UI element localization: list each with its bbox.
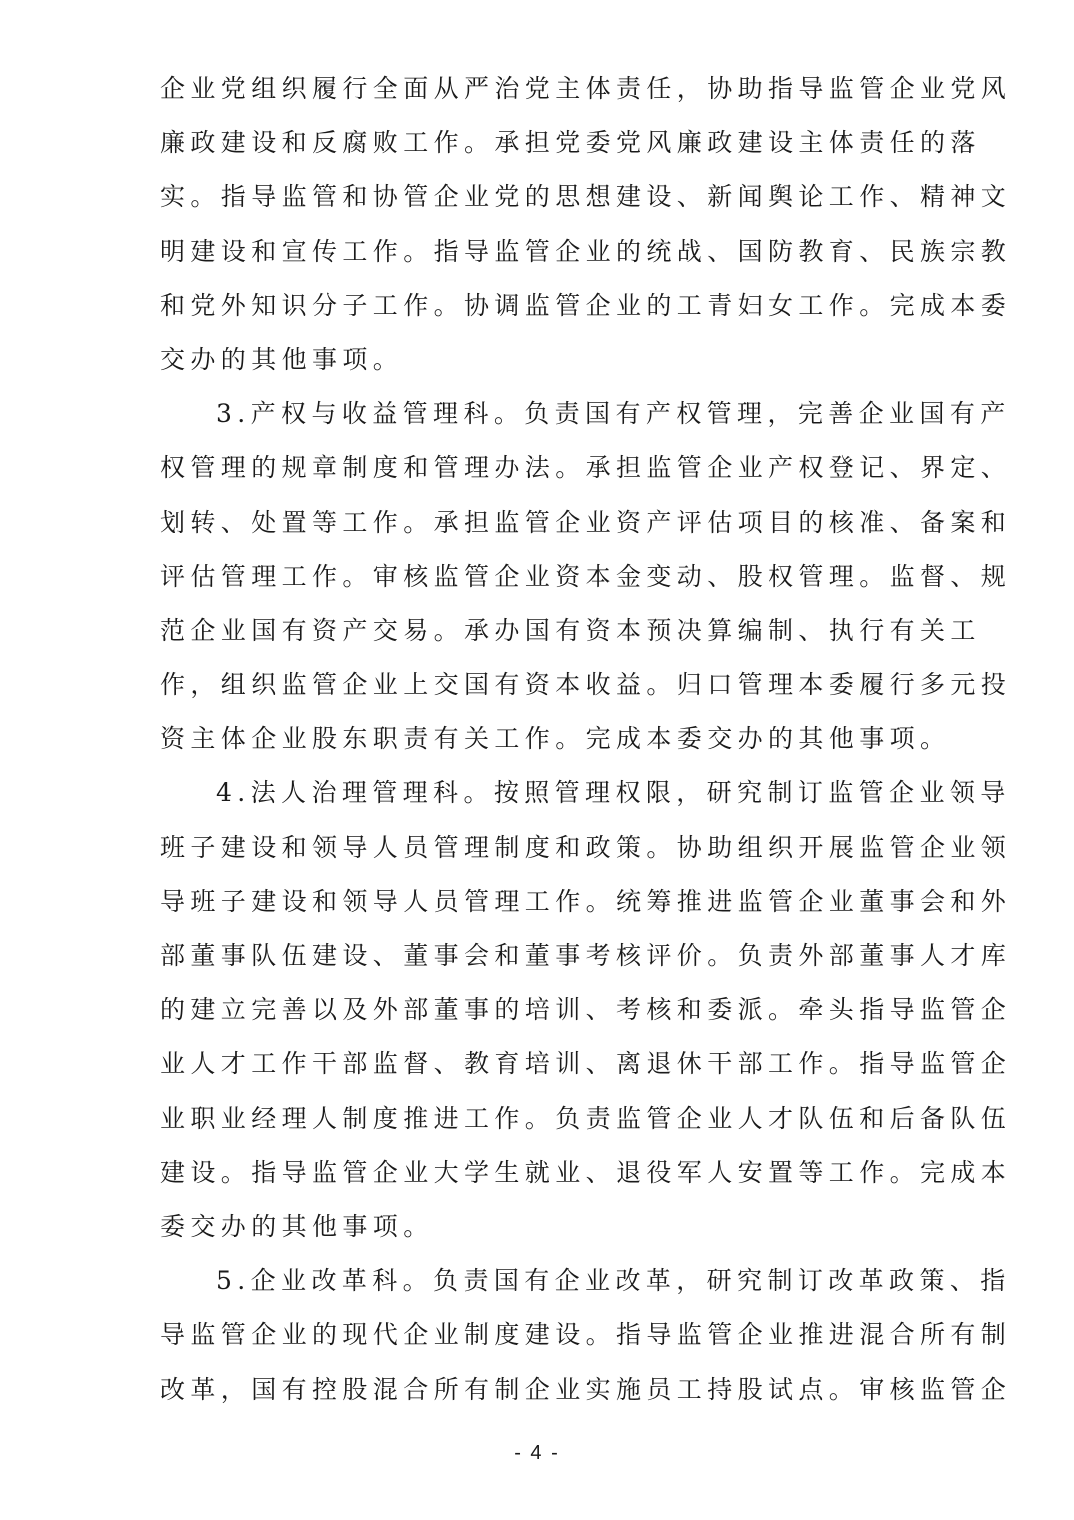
text-line: 业人才工作干部监督、教育培训、离退休干部工作。指导监管企 — [160, 1049, 1012, 1079]
text-line: 实。指导监管和协管企业党的思想建设、新闻舆论工作、精神文 — [160, 182, 1012, 212]
text-line: 评估管理工作。审核监管企业资本金变动、股权管理。监督、规 — [160, 561, 1012, 591]
body-text — [160, 62, 1012, 1417]
text-line: 交办的其他事项。 — [160, 344, 404, 374]
text-line: 划转、处置等工作。承担监管企业资产评估项目的核准、备案和 — [160, 507, 1012, 537]
text-line: 范企业国有资产交易。承办国有资本预决算编制、执行有关工 — [160, 615, 981, 645]
section-5-first-line: 5.企业改革科。负责国有企业改革，研究制订改革政策、指 — [216, 1266, 1011, 1296]
text-line: 明建设和宣传工作。指导监管企业的统战、国防教育、民族宗教 — [160, 236, 1012, 266]
text-line: 建设。指导监管企业大学生就业、退役军人安置等工作。完成本 — [160, 1157, 1012, 1187]
text-line: 部董事队伍建设、董事会和董事考核评价。负责外部董事人才库 — [160, 941, 1012, 970]
text-line: 的建立完善以及外部董事的培训、考核和委派。牵头指导监管企 — [160, 995, 1012, 1025]
section-3-first-line: 3.产权与收益管理科。负责国有产权管理，完善企业国有产 — [216, 399, 1011, 429]
text-line: 作，组织监管企业上交国有资本收益。归口管理本委履行多元投 — [160, 670, 1012, 700]
text-line: 权管理的规章制度和管理办法。承担监管企业产权登记、界定、 — [160, 453, 1012, 483]
text-line: 委交办的其他事项。 — [160, 1211, 434, 1241]
text-line: 导班子建设和领导人员管理工作。统筹推进监管企业董事会和外 — [160, 886, 1012, 916]
text-line: 资主体企业股东职责有关工作。完成本委交办的其他事项。 — [160, 724, 951, 754]
text-line: 导监管企业的现代企业制度建设。指导监管企业推进混合所有制 — [160, 1320, 1012, 1350]
text-line: 班子建设和领导人员管理制度和政策。协助组织开展监管企业领 — [160, 832, 1012, 862]
section-4-first-line: 4.法人治理管理科。按照管理权限，研究制订监管企业领导 — [216, 778, 1011, 808]
text-line: 业职业经理人制度推进工作。负责监管企业人才队伍和后备队伍 — [160, 1103, 1012, 1133]
text-line: 企业党组织履行全面从严治党主体责任，协助指导监管企业党风 — [160, 74, 1012, 103]
page-number: - 4 - — [514, 1442, 560, 1464]
text-line: 廉政建设和反腐败工作。承担党委党风廉政建设主体责任的落 — [160, 128, 981, 158]
text-line: 和党外知识分子工作。协调监管企业的工青妇女工作。完成本委 — [160, 290, 1012, 320]
text-line: 改革，国有控股混合所有制企业实施员工持股试点。审核监管企 — [160, 1374, 1012, 1404]
